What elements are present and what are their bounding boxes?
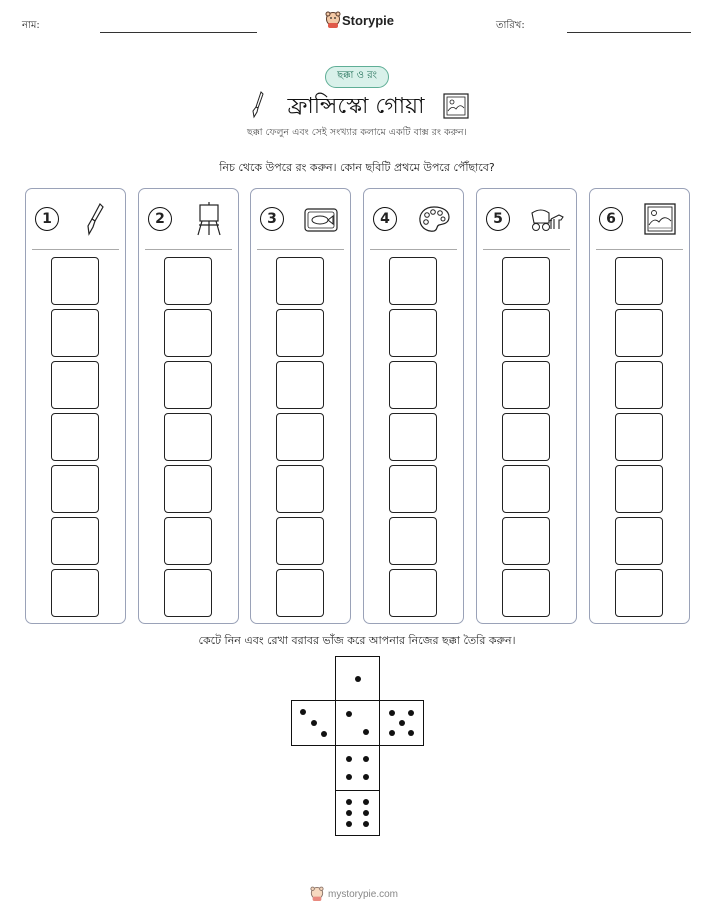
die-pip [346, 810, 352, 816]
color-box[interactable] [164, 413, 212, 461]
color-box[interactable] [276, 465, 324, 513]
paintbrush-icon [250, 90, 266, 120]
date-line[interactable] [567, 32, 691, 33]
die-face-5 [379, 700, 424, 746]
storypie-mascot-icon [310, 886, 324, 902]
color-box[interactable] [502, 257, 550, 305]
color-box[interactable] [276, 309, 324, 357]
column-number: 1 [35, 207, 59, 231]
die-pip [363, 799, 369, 805]
palette-icon [416, 201, 452, 237]
color-box[interactable] [164, 309, 212, 357]
column-3 [250, 188, 351, 624]
paintbrush-icon [78, 201, 114, 237]
color-box[interactable] [51, 569, 99, 617]
column-divider [370, 249, 457, 250]
color-box[interactable] [164, 517, 212, 565]
die-pip [389, 710, 395, 716]
color-box[interactable] [502, 569, 550, 617]
color-box[interactable] [502, 361, 550, 409]
column-1 [25, 188, 126, 624]
die-pip [346, 711, 352, 717]
color-box[interactable] [389, 361, 437, 409]
color-box[interactable] [51, 361, 99, 409]
die-face-6 [335, 790, 380, 836]
die-pip [321, 731, 327, 737]
color-box[interactable] [389, 517, 437, 565]
column-number: 2 [148, 207, 172, 231]
die-pip [363, 810, 369, 816]
die-pip [363, 756, 369, 762]
color-box[interactable] [502, 413, 550, 461]
color-box[interactable] [51, 309, 99, 357]
color-box[interactable] [389, 569, 437, 617]
die-face-3 [291, 700, 336, 746]
color-box[interactable] [276, 413, 324, 461]
column-number: 3 [260, 207, 284, 231]
footer [310, 886, 410, 904]
column-4 [363, 188, 464, 624]
color-box[interactable] [51, 257, 99, 305]
dice-instruction: কেটে নিন এবং রেখা বরাবর ভাঁজ করে আপনার নিজের ছক্কা তৈরি করুন। [198, 634, 516, 647]
column-number: 4 [373, 207, 397, 231]
die-pip [363, 729, 369, 735]
easel-icon [191, 201, 227, 237]
column-divider [32, 249, 119, 250]
column-6 [589, 188, 690, 624]
color-box[interactable] [164, 257, 212, 305]
color-box[interactable] [389, 309, 437, 357]
column-divider [596, 249, 683, 250]
column-2 [138, 188, 239, 624]
color-box[interactable] [276, 257, 324, 305]
die-pip [363, 821, 369, 827]
die-pip [399, 720, 405, 726]
die-pip [408, 730, 414, 736]
die-pip [311, 720, 317, 726]
column-divider [145, 249, 232, 250]
die-pip [408, 710, 414, 716]
die-pip [346, 821, 352, 827]
name-line[interactable] [100, 32, 257, 33]
die-face-2 [335, 700, 380, 746]
color-box[interactable] [615, 257, 663, 305]
color-box[interactable] [51, 465, 99, 513]
color-box[interactable] [164, 361, 212, 409]
page-title: ফ্রান্সিস্কো গোয়া [287, 94, 425, 119]
storypie-mascot-icon [325, 11, 341, 29]
color-box[interactable] [615, 413, 663, 461]
name-label: নাম: [22, 20, 40, 31]
brand-name: Storypie [342, 13, 395, 28]
color-box[interactable] [615, 309, 663, 357]
die-face-4 [335, 745, 380, 791]
color-box[interactable] [389, 465, 437, 513]
date-label: তারিখ: [496, 20, 525, 31]
color-box[interactable] [615, 569, 663, 617]
column-divider [483, 249, 570, 250]
color-box[interactable] [502, 309, 550, 357]
color-box[interactable] [276, 517, 324, 565]
die-face-1 [335, 656, 380, 702]
page-subtitle: ছক্কা ফেলুন এবং সেই সংখ্যার কলামে একটি বাক্স রং করুন। [247, 127, 467, 138]
category-badge: ছক্কা ও রং [325, 66, 389, 88]
brand-logo [325, 11, 395, 31]
framed-painting-icon [443, 93, 469, 119]
color-box[interactable] [51, 517, 99, 565]
column-divider [257, 249, 344, 250]
column-instruction: নিচ থেকে উপরে রং করুন। কোন ছবিটি প্রথমে উপরে পৌঁছাবে? [219, 161, 495, 174]
column-5 [476, 188, 577, 624]
column-number: 5 [486, 207, 510, 231]
color-box[interactable] [615, 465, 663, 513]
die-pip [346, 756, 352, 762]
column-number: 6 [599, 207, 623, 231]
color-box[interactable] [51, 413, 99, 461]
color-box[interactable] [615, 361, 663, 409]
color-box[interactable] [502, 465, 550, 513]
framed-painting-icon [642, 201, 678, 237]
color-box[interactable] [502, 517, 550, 565]
color-box[interactable] [276, 361, 324, 409]
die-pip [300, 709, 306, 715]
die-pip [346, 774, 352, 780]
color-box[interactable] [615, 517, 663, 565]
footer-url[interactable]: mystorypie.com [328, 889, 399, 900]
carriage-icon [529, 201, 565, 237]
die-pip [389, 730, 395, 736]
die-pip [355, 676, 361, 682]
die-pip [346, 799, 352, 805]
color-box[interactable] [164, 465, 212, 513]
die-pip [363, 774, 369, 780]
color-box[interactable] [389, 413, 437, 461]
fish-plate-icon [303, 201, 339, 237]
color-box[interactable] [276, 569, 324, 617]
color-box[interactable] [389, 257, 437, 305]
color-box[interactable] [164, 569, 212, 617]
